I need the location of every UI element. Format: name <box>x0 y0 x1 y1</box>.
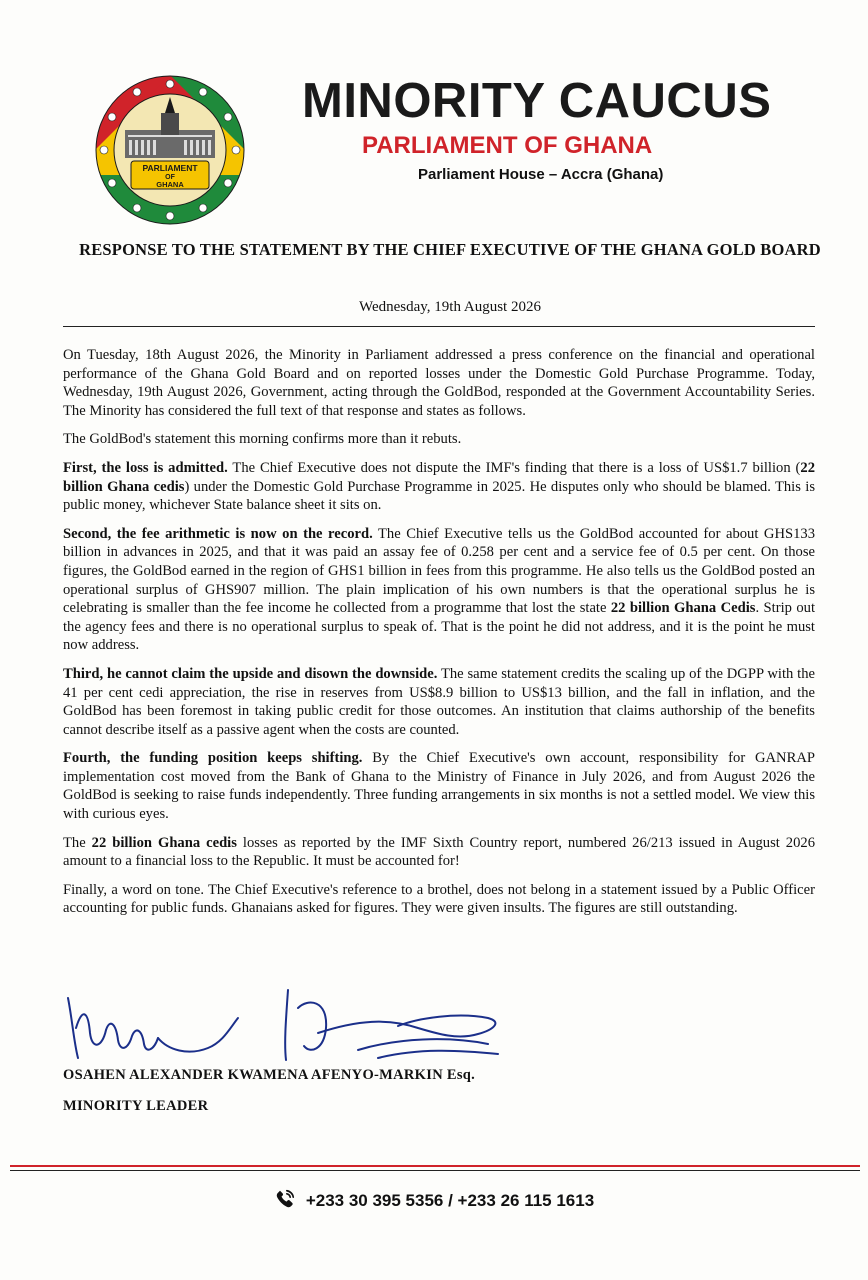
footer-contact <box>0 1188 868 1211</box>
seal-text-2: OF <box>165 174 175 181</box>
handwritten-signature <box>58 988 528 1068</box>
org-title: MINORITY CAUCUS <box>302 74 772 128</box>
paragraph: Finally, a word on tone. The Chief Executive's reference to a brothel, does not belong in a statement issued by a Public Officer accounting for public funds. Ghanaians asked for figures. They were given insults. The figures are still outstanding. <box>63 881 815 917</box>
paragraph: The GoldBod's statement this morning confirms more than it rebuts. <box>63 431 462 448</box>
parliament-seal-logo <box>95 75 245 225</box>
footer-phones: +233 30 395 5356 / +233 26 115 1613 <box>305 1191 595 1210</box>
paragraph: Second, the fee arithmetic is now on the record. The Chief Executive tells us the GoldBod accounted for about GHS133 billion in advances in 2025, and that it was paid an assay fee of 0.258 per cent and a service fee of 0.5 per cent. On those figures, the GoldBod earned in the region of GHS1 billion in fees from this programme. He also tells us the GoldBod posted an operational surplus of GHS907 million. The plain implication of his own numbers is that the operational surplus he is celebrating is smaller than the fee income he collected from a programme that lost the state 22 billion Ghana Cedis. Strip out the agency fees and there is no operational surplus to speak of. That is the point he did not address, and it is the point he must now address. <box>63 525 815 654</box>
org-subtitle: PARLIAMENT OF GHANA <box>362 132 653 159</box>
org-address: Parliament House – Accra (Ghana) <box>418 166 664 183</box>
signer-name: OSAHEN ALEXANDER KWAMENA AFENYO-MARKIN Esq. <box>63 1067 476 1083</box>
seal-text-3: GHANA <box>156 180 184 189</box>
seal-text-1: PARLIAMENT <box>142 163 198 173</box>
paragraph: Third, he cannot claim the upside and disown the downside. The same statement credits the scaling up of the DGPP with the 41 per cent cedi appreciation, the rise in reserves from US$8.9 billion to US$13 billion, and the fall in inflation, and the GoldBod has been foremost in taking public credit for those outcomes. An institution that claims authorship of the benefits cannot describe itself as a passive agent when the costs are counted. <box>63 665 815 738</box>
document-title: RESPONSE TO THE STATEMENT BY THE CHIEF EXECUTIVE OF THE GHANA GOLD BOARD <box>79 240 821 259</box>
paragraph: On Tuesday, 18th August 2026, the Minority in Parliament addressed a press conference on the financial and operational performance of the Ghana Gold Board and on reported losses under the Domestic Gold Purchase Programme. Today, Wednesday, 19th August 2026, Government, acting through the GoldBod, responded at the Government Accountability Series. The Minority has considered the full text of that response and states as follows. <box>63 347 815 419</box>
paragraph: First, the loss is admitted. The Chief Executive does not dispute the IMF's finding that there is a loss of US$1.7 billion (22 billion Ghana cedis) under the Domestic Gold Purchase Programme in 2025. He disputes only who should be blamed. This is public money, whichever State balance sheet it sits on. <box>63 459 815 514</box>
phone-icon <box>274 1188 296 1210</box>
document-date: Wednesday, 19th August 2026 <box>359 299 541 315</box>
paragraph: The 22 billion Ghana cedis losses as reported by the IMF Sixth Country report, numbered 26/213 issued in August 2026 amount to a financial loss to the Republic. It must be accounted for! <box>63 834 815 870</box>
paragraph: Fourth, the funding position keeps shifting. By the Chief Executive's own account, responsibility for GANRAP implementation cost moved from the Bank of Ghana to the Ministry of Finance in July 2026, and from August 2026 the GoldBod is seeking to raise funds independently. Three funding arrangements in six months is not a settled model. We view this with curious eyes. <box>63 750 815 823</box>
document-body <box>63 346 815 928</box>
letterhead-brand <box>295 72 835 183</box>
header-divider <box>63 326 815 327</box>
signer-role: MINORITY LEADER <box>63 1098 209 1114</box>
footer-divider-thin <box>10 1170 860 1171</box>
footer-divider <box>10 1165 860 1167</box>
